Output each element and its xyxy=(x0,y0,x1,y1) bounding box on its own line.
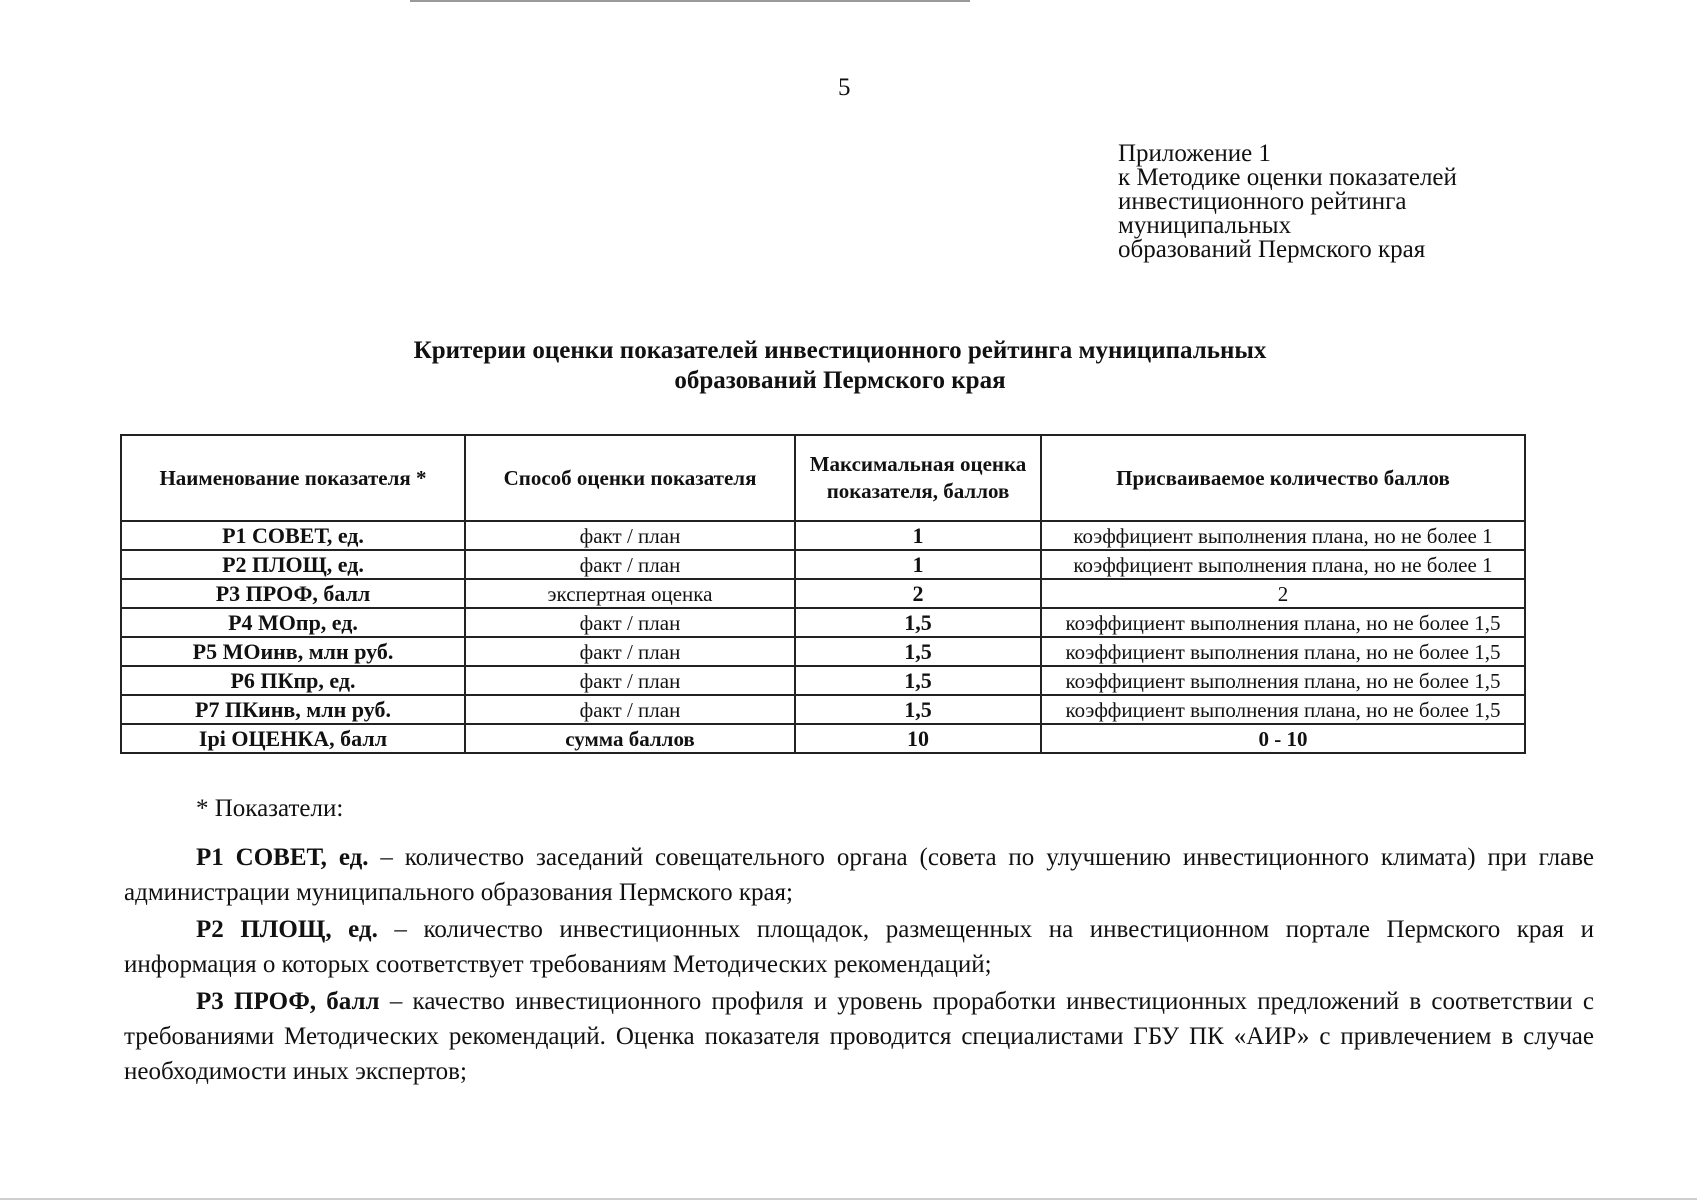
cell-indicator-name: Р2 ПЛОЩ, ед. xyxy=(121,550,465,579)
header-indicator-name: Наименование показателя * xyxy=(121,435,465,521)
appendix-line: образований Пермского края xyxy=(1118,236,1426,263)
definition-paragraph xyxy=(124,840,1594,910)
definition-text: – количество инвестиционных площадок, размещенных на инвестиционном портале Пермского края и информация о которых соответствует требованиям Методических рекомендаций; xyxy=(124,916,1594,978)
cell-max-score: 1 xyxy=(795,521,1041,550)
definitions-section xyxy=(124,840,1594,1091)
table-row xyxy=(121,550,1525,579)
cell-max-score: 2 xyxy=(795,579,1041,608)
appendix-note xyxy=(1118,142,1457,262)
cell-method: факт / план xyxy=(465,637,795,666)
cell-indicator-name: Р4 МОпр, ед. xyxy=(121,608,465,637)
table-row xyxy=(121,608,1525,637)
cell-max-score: 1,5 xyxy=(795,637,1041,666)
cell-max-score: 1 xyxy=(795,550,1041,579)
definition-text: – качество инвестиционного профиля и уровень проработки инвестиционных предложений в соответствии с требованиями Методических рекомендаций. Оценка показателя проводится специалистами ГБУ ПК «АИР» с привлечением в случае необходимости иных экспертов; xyxy=(124,988,1594,1085)
appendix-line: Приложение 1 xyxy=(1118,140,1271,167)
document-title xyxy=(300,336,1380,396)
header-max-score: Максимальная оценка показателя, баллов xyxy=(795,435,1041,521)
appendix-line: к Методике оценки показателей xyxy=(1118,164,1457,191)
cell-method: сумма баллов xyxy=(465,724,795,753)
cell-max-score: 1,5 xyxy=(795,608,1041,637)
footnote-heading: * Показатели: xyxy=(196,795,344,822)
appendix-line: инвестиционного рейтинга xyxy=(1118,188,1407,215)
definition-term: Р3 ПРОФ, балл xyxy=(196,988,380,1015)
cell-max-score: 1,5 xyxy=(795,695,1041,724)
cell-indicator-name: Ipi ОЦЕНКА, балл xyxy=(121,724,465,753)
header-assigned-points: Присваиваемое количество баллов xyxy=(1041,435,1525,521)
cell-points: коэффициент выполнения плана, но не более 1 xyxy=(1041,521,1525,550)
header-evaluation-method: Способ оценки показателя xyxy=(465,435,795,521)
cell-indicator-name: Р5 МОинв, млн руб. xyxy=(121,637,465,666)
definition-paragraph xyxy=(124,912,1594,982)
cell-method: факт / план xyxy=(465,608,795,637)
cell-method: факт / план xyxy=(465,695,795,724)
cell-method: экспертная оценка xyxy=(465,579,795,608)
table-header-row xyxy=(121,435,1525,521)
cell-points: коэффициент выполнения плана, но не более 1,5 xyxy=(1041,666,1525,695)
cell-points: коэффициент выполнения плана, но не более 1,5 xyxy=(1041,608,1525,637)
scan-top-edge-line xyxy=(410,0,970,2)
page-number: 5 xyxy=(838,74,851,101)
cell-points: 2 xyxy=(1041,579,1525,608)
cell-indicator-name: Р6 ПКпр, ед. xyxy=(121,666,465,695)
table-row xyxy=(121,579,1525,608)
table-row xyxy=(121,695,1525,724)
table-row xyxy=(121,521,1525,550)
cell-indicator-name: Р1 СОВЕТ, ед. xyxy=(121,521,465,550)
appendix-line: муниципальных xyxy=(1118,212,1292,239)
cell-indicator-name: Р3 ПРОФ, балл xyxy=(121,579,465,608)
cell-method: факт / план xyxy=(465,521,795,550)
cell-max-score: 10 xyxy=(795,724,1041,753)
definition-term: Р2 ПЛОЩ, ед. xyxy=(196,916,378,943)
cell-indicator-name: Р7 ПКинв, млн руб. xyxy=(121,695,465,724)
table-total-row xyxy=(121,724,1525,753)
table-row xyxy=(121,637,1525,666)
criteria-table xyxy=(120,434,1526,754)
definition-text: – количество заседаний совещательного органа (совета по улучшению инвестиционного климата) при главе администрации муниципального образования Пермского края; xyxy=(124,844,1594,906)
table-row xyxy=(121,666,1525,695)
cell-points: 0 - 10 xyxy=(1041,724,1525,753)
definition-paragraph xyxy=(124,984,1594,1089)
cell-points: коэффициент выполнения плана, но не более 1,5 xyxy=(1041,695,1525,724)
definition-term: Р1 СОВЕТ, ед. xyxy=(196,844,369,871)
cell-method: факт / план xyxy=(465,550,795,579)
cell-method: факт / план xyxy=(465,666,795,695)
cell-max-score: 1,5 xyxy=(795,666,1041,695)
document-title-line: образований Пермского края xyxy=(674,367,1006,394)
cell-points: коэффициент выполнения плана, но не более 1,5 xyxy=(1041,637,1525,666)
cell-points: коэффициент выполнения плана, но не более 1 xyxy=(1041,550,1525,579)
document-title-line: Критерии оценки показателей инвестиционного рейтинга муниципальных xyxy=(413,337,1267,364)
